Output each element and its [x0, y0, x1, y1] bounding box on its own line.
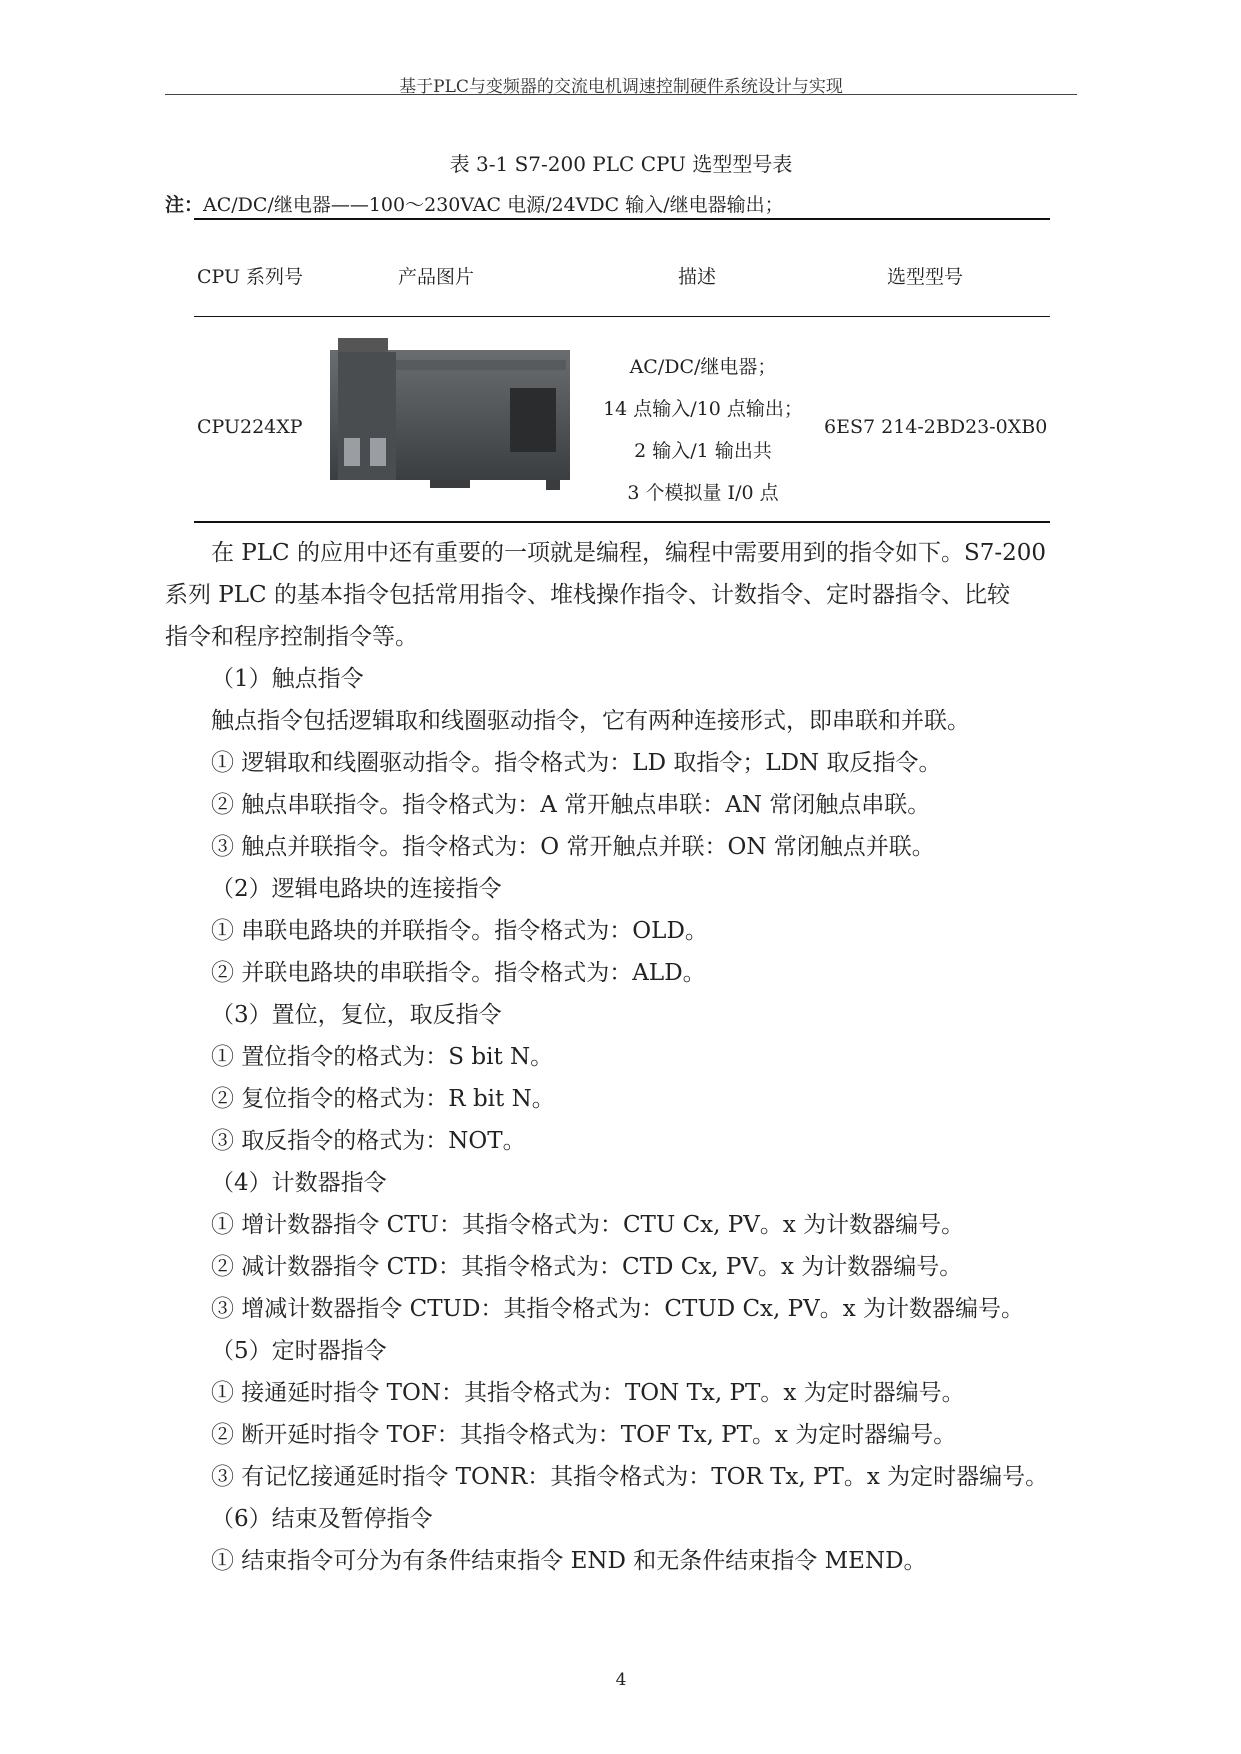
plc-product-image	[330, 338, 570, 490]
list-item: ② 触点串联指令。指令格式为：A 常开触点串联：AN 常闭触点串联。	[211, 792, 931, 818]
desc-line: 3 个模拟量 I/0 点	[627, 482, 779, 504]
list-item: ① 结束指令可分为有条件结束指令 END 和无条件结束指令 MEND。	[211, 1548, 927, 1574]
paragraph-line: 触点指令包括逻辑取和线圈驱动指令，它有两种连接形式，即串联和并联。	[211, 708, 970, 734]
table-note	[165, 190, 784, 217]
desc-line: AC/DC/继电器；	[629, 356, 777, 378]
instruction-list	[165, 658, 1077, 1582]
column-header-description: 描述	[678, 266, 717, 288]
list-item: ③ 有记忆接通延时指令 TONR：其指令格式为：TOR Tx, PT。x 为定时器编号。	[211, 1464, 1049, 1490]
section-heading-contact: （1）触点指令	[211, 666, 364, 692]
table-header-rule	[194, 316, 1050, 317]
list-item: ③ 触点并联指令。指令格式为：O 常开触点并联：ON 常闭触点并联。	[211, 834, 935, 860]
cell-description	[578, 346, 828, 514]
list-item: ③ 取反指令的格式为：NOT。	[211, 1128, 526, 1154]
desc-line: 2 输入/1 输出共	[634, 440, 772, 462]
section-heading-block: （2）逻辑电路块的连接指令	[211, 876, 502, 902]
body-intro	[165, 532, 1077, 658]
table-top-rule	[194, 218, 1050, 220]
list-item: ① 接通延时指令 TON：其指令格式为：TON Tx, PT。x 为定时器编号。	[211, 1380, 965, 1406]
list-item: ② 并联电路块的串联指令。指令格式为：ALD。	[211, 960, 706, 986]
list-item: ③ 增减计数器指令 CTUD：其指令格式为：CTUD Cx, PV。x 为计数器编号。	[211, 1296, 1025, 1322]
note-label: 注：	[165, 194, 204, 216]
table-caption: 表 3-1 S7-200 PLC CPU 选型型号表	[449, 152, 793, 176]
list-item: ② 断开延时指令 TOF：其指令格式为：TOF Tx, PT。x 为定时器编号。	[211, 1422, 957, 1448]
page-number: 4	[615, 1670, 627, 1690]
note-text: AC/DC/继电器——100～230VAC 电源/24VDC 输入/继电器输出；	[203, 194, 784, 216]
list-item: ① 逻辑取和线圈驱动指令。指令格式为：LD 取指令；LDN 取反指令。	[211, 750, 942, 776]
list-item: ① 置位指令的格式为：S bit N。	[211, 1044, 554, 1070]
header-divider	[165, 94, 1077, 95]
desc-line: 14 点输入/10 点输出；	[603, 398, 803, 420]
cell-model-number: 6ES7 214-2BD23-0XB0	[824, 416, 1048, 438]
intro-line: 系列 PLC 的基本指令包括常用指令、堆栈操作指令、计数指令、定时器指令、比较	[165, 582, 1010, 608]
list-item: ① 串联电路块的并联指令。指令格式为：OLD。	[211, 918, 708, 944]
column-header-model: 选型型号	[887, 266, 964, 288]
section-heading-end: （6）结束及暂停指令	[211, 1506, 433, 1532]
table-bottom-rule	[194, 521, 1050, 523]
column-header-picture: 产品图片	[398, 266, 475, 288]
list-item: ② 减计数器指令 CTD：其指令格式为：CTD Cx, PV。x 为计数器编号。	[211, 1254, 963, 1280]
intro-line: 在 PLC 的应用中还有重要的一项就是编程，编程中需要用到的指令如下。S7-200	[211, 540, 1047, 566]
section-heading-counter: （4）计数器指令	[211, 1170, 387, 1196]
intro-line: 指令和程序控制指令等。	[165, 624, 418, 650]
section-heading-timer: （5）定时器指令	[211, 1338, 387, 1364]
list-item: ① 增计数器指令 CTU：其指令格式为：CTU Cx, PV。x 为计数器编号。	[211, 1212, 965, 1238]
page-header: 基于PLC与变频器的交流电机调速控制硬件系统设计与实现	[399, 77, 843, 97]
column-header-cpu: CPU 系列号	[197, 266, 304, 288]
section-heading-set-reset: （3）置位，复位，取反指令	[211, 1002, 502, 1028]
cell-cpu-series: CPU224XP	[197, 416, 303, 438]
list-item: ② 复位指令的格式为：R bit N。	[211, 1086, 555, 1112]
